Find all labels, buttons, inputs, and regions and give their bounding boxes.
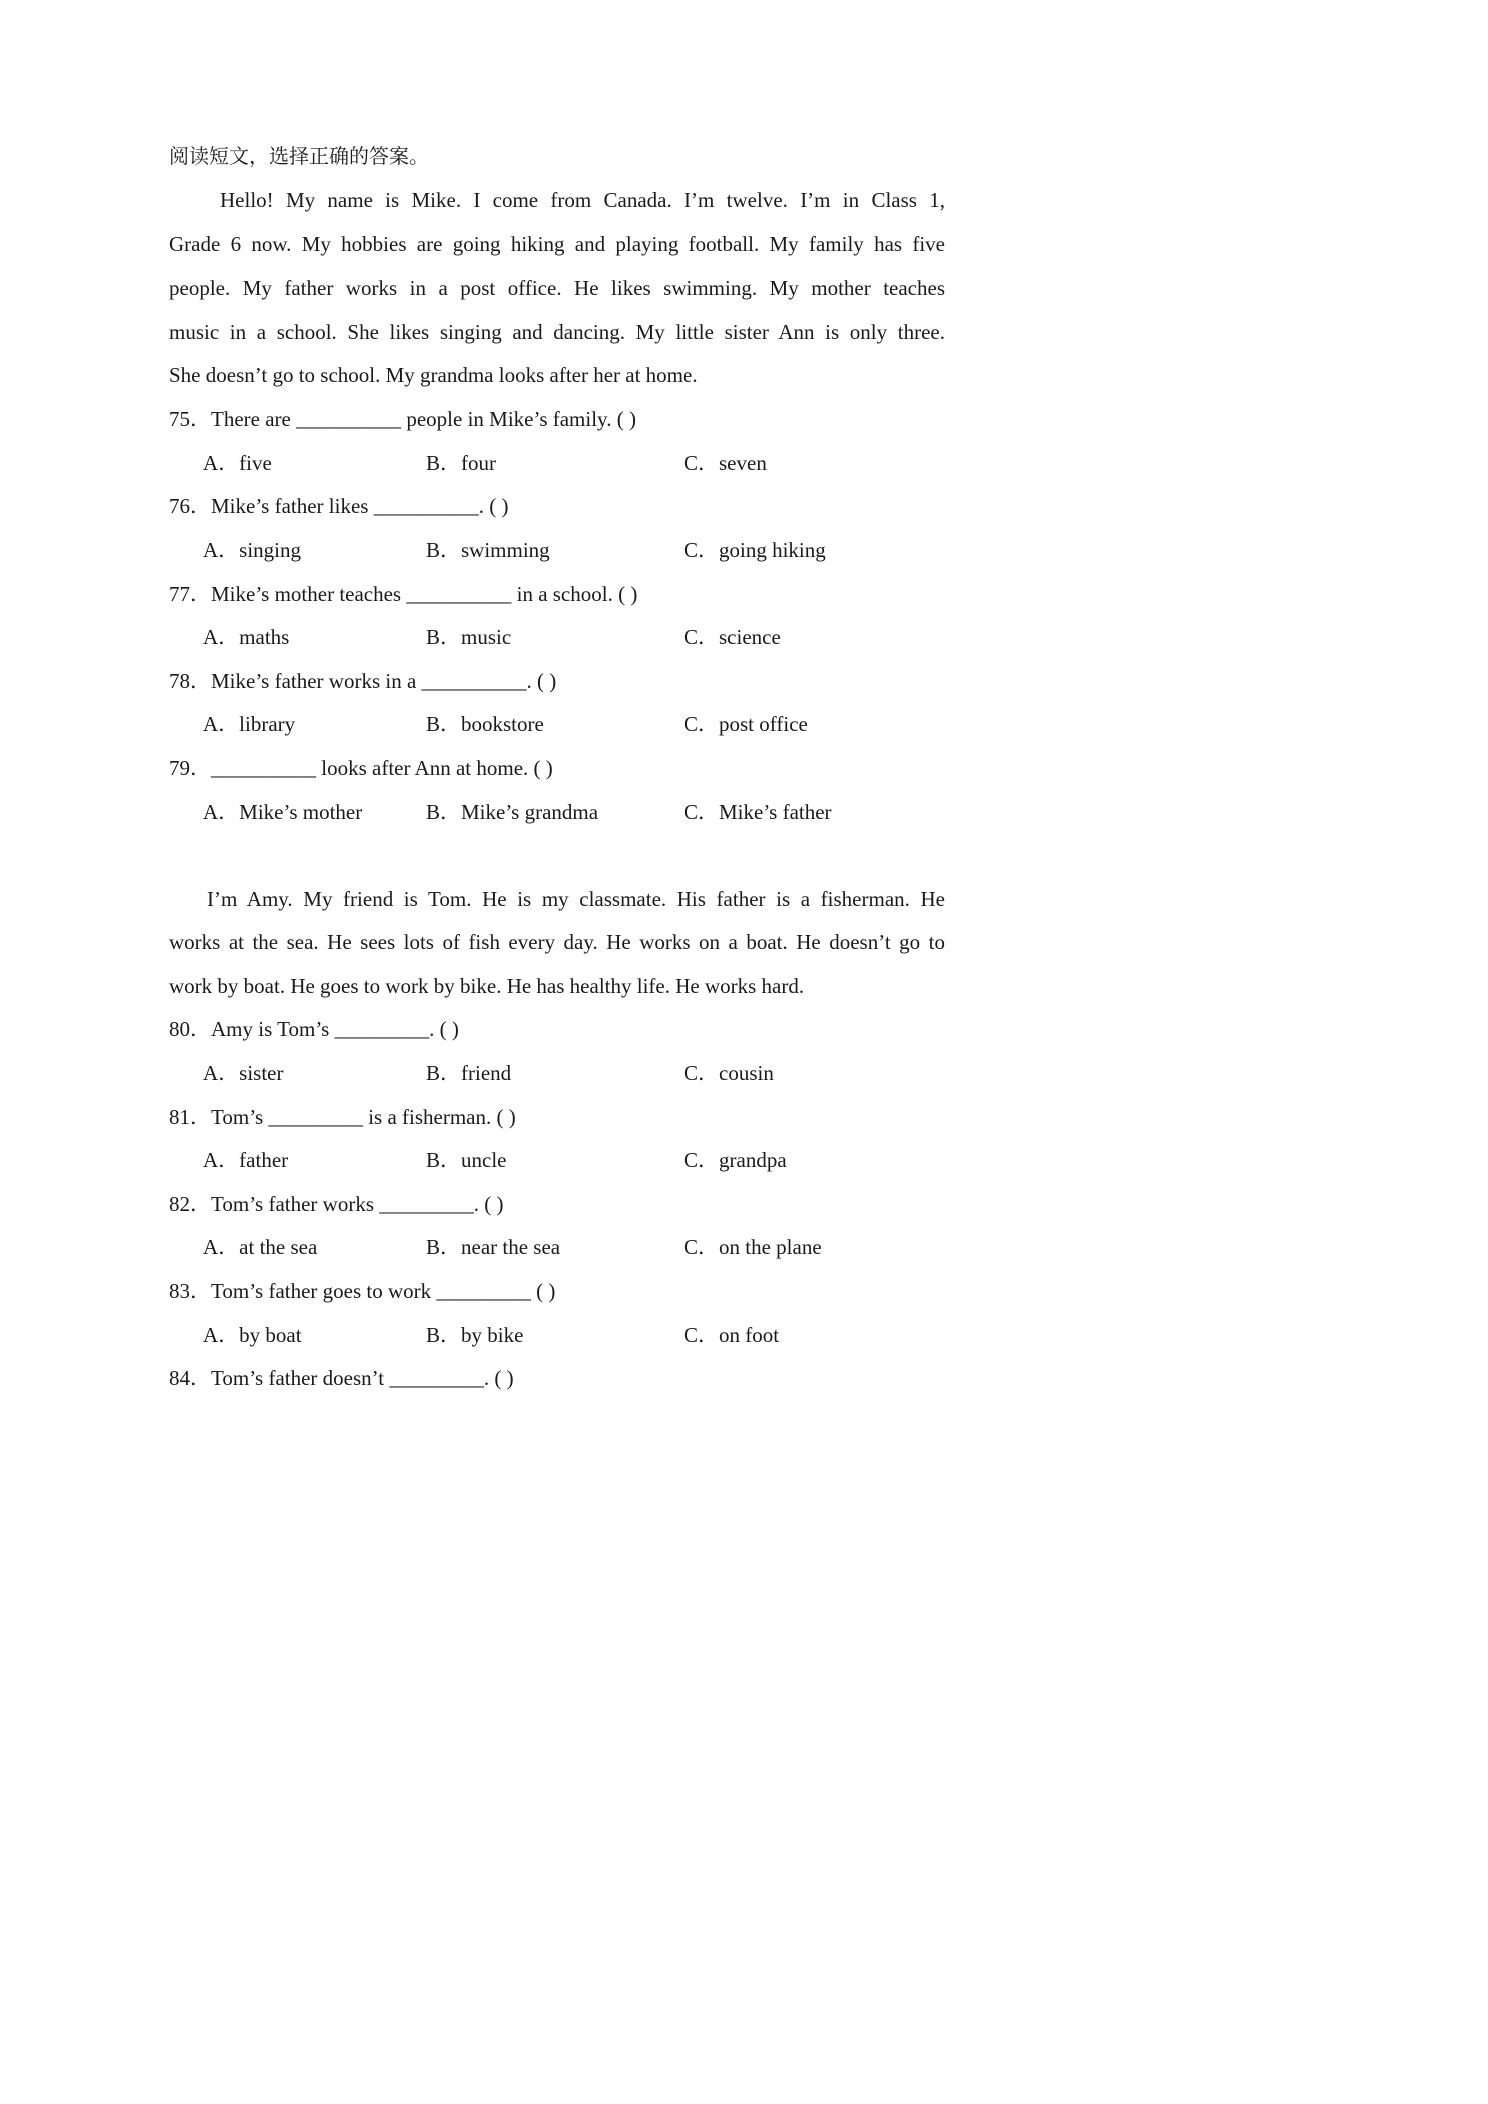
option-a: A．singing xyxy=(203,538,302,562)
option-a: A．five xyxy=(203,451,272,475)
option-a: A．Mike’s mother xyxy=(203,800,363,824)
question-81-stem: 81．Tom’s _________ is a fisherman. ( ) xyxy=(169,1105,516,1129)
option-b: B．four xyxy=(426,451,496,475)
option-b: B．uncle xyxy=(426,1148,507,1172)
option-b: B．bookstore xyxy=(426,712,544,736)
question-83-stem: 83．Tom’s father goes to work _________ ( ) xyxy=(169,1279,556,1303)
passage-1-line: music in a school. She likes singing and dancing. My little sister Ann is only three. xyxy=(169,320,945,344)
option-a: A．father xyxy=(203,1148,289,1172)
question-76-stem: 76．Mike’s father likes __________. ( ) xyxy=(169,494,509,518)
option-c: C．science xyxy=(684,625,781,649)
option-b: B．near the sea xyxy=(426,1235,561,1259)
option-a: A．at the sea xyxy=(203,1235,318,1259)
option-a: A．maths xyxy=(203,625,290,649)
option-c: C．on the plane xyxy=(684,1235,822,1259)
option-c: C．Mike’s father xyxy=(684,800,832,824)
option-b: B．Mike’s grandma xyxy=(426,800,599,824)
passage-1-line: Grade 6 now. My hobbies are going hiking and playing football. My family has five xyxy=(169,232,945,256)
passage-2-line: works at the sea. He sees lots of fish every day. He works on a boat. He doesn’t go to xyxy=(169,930,945,954)
option-a: A．sister xyxy=(203,1061,284,1085)
option-c: C．post office xyxy=(684,712,808,736)
passage-2-line: I’m Amy. My friend is Tom. He is my classmate. His father is a fisherman. He xyxy=(207,887,945,911)
question-79-stem: 79．__________ looks after Ann at home. ( ) xyxy=(169,756,553,780)
option-a: A．library xyxy=(203,712,296,736)
instruction: 阅读短文，选择正确的答案。 xyxy=(169,144,429,168)
question-78-stem: 78．Mike’s father works in a __________. ( ) xyxy=(169,669,557,693)
option-c: C．seven xyxy=(684,451,767,475)
passage-1-line: people. My father works in a post office. He likes swimming. My mother teaches xyxy=(169,276,945,300)
option-a: A．by boat xyxy=(203,1323,302,1347)
option-c: C．cousin xyxy=(684,1061,774,1085)
option-c: C．going hiking xyxy=(684,538,826,562)
question-80-stem: 80．Amy is Tom’s _________. ( ) xyxy=(169,1017,459,1041)
question-77-stem: 77．Mike’s mother teaches __________ in a school. ( ) xyxy=(169,582,638,606)
passage-1-line: She doesn’t go to school. My grandma looks after her at home. xyxy=(169,363,698,387)
question-84-stem: 84．Tom’s father doesn’t _________. ( ) xyxy=(169,1366,514,1390)
question-82-stem: 82．Tom’s father works _________. ( ) xyxy=(169,1192,504,1216)
passage-2-line: work by boat. He goes to work by bike. He has healthy life. He works hard. xyxy=(169,974,805,998)
option-c: C．grandpa xyxy=(684,1148,787,1172)
option-b: B．by bike xyxy=(426,1323,524,1347)
option-b: B．friend xyxy=(426,1061,512,1085)
option-b: B．music xyxy=(426,625,512,649)
option-c: C．on foot xyxy=(684,1323,780,1347)
passage-1-line: Hello! My name is Mike. I come from Canada. I’m twelve. I’m in Class 1, xyxy=(220,188,945,212)
option-b: B．swimming xyxy=(426,538,550,562)
question-75-stem: 75．There are __________ people in Mike’s family. ( ) xyxy=(169,407,636,431)
